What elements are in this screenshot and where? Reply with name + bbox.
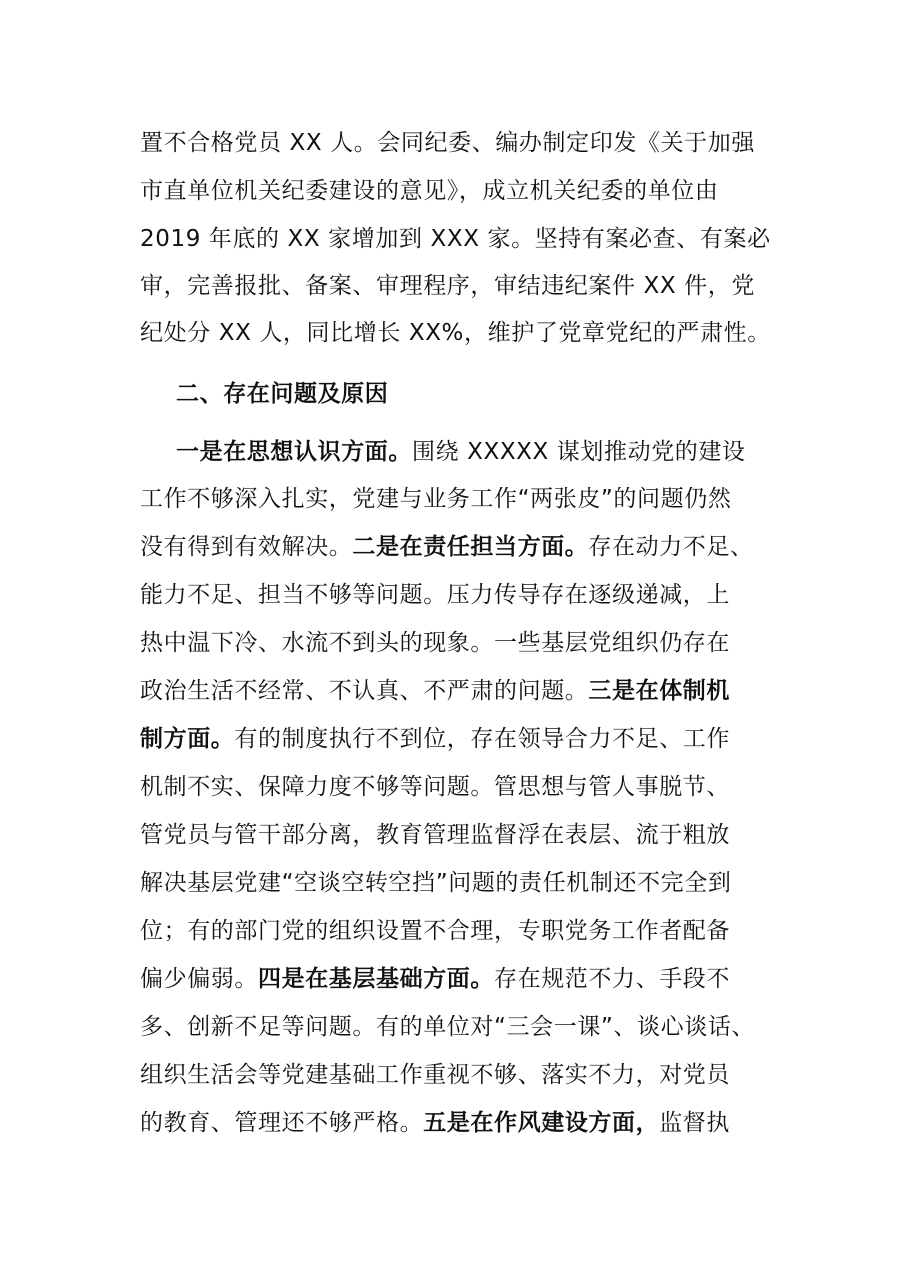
text-run: 市直单位机关纪委建设的意见》，成立机关纪委的单位由 [140, 178, 719, 204]
bold-phrase: 一是在思想认识方面。 [176, 439, 412, 465]
text-run: 解决基层党建“空谈空转空挡”问题的责任机制还不完全到 [140, 870, 732, 896]
body-line [140, 532, 780, 562]
text-run: 组织生活会等党建基础工作重视不够、落实不力，对党员 [140, 1062, 730, 1088]
text-run: 置不合格党员 XX 人。会同纪委、编办制定印发《关于加强 [140, 130, 755, 156]
body-line [176, 437, 816, 467]
text-run: 围绕 XXXXX 谋划推动党的建设 [412, 439, 746, 465]
bold-phrase: 制方面。 [140, 726, 235, 752]
text-run: 能力不足、担当不够等问题。压力传导存在逐级递减，上 [140, 582, 730, 608]
bold-phrase: 五是在作风建设方面， [423, 1110, 660, 1136]
text-run: 存在动力不足、 [588, 534, 754, 560]
body-line [140, 224, 780, 254]
text-run: 多、创新不足等问题。有的单位对“三会一课”、谈心谈话、 [140, 1014, 756, 1040]
bold-phrase: 三是在体制机 [588, 678, 731, 704]
text-run: 有的制度执行不到位，存在领导合力不足、工作 [234, 726, 731, 752]
body-line [140, 724, 780, 754]
body-line [140, 176, 780, 206]
body-line [140, 772, 780, 802]
body-line [140, 676, 780, 706]
body-line [140, 128, 780, 158]
body-line [140, 628, 780, 658]
text-run: 审，完善报批、备案、审理程序，审结违纪案件 XX 件，党 [140, 273, 755, 299]
text-run: 管党员与管干部分离，教育管理监督浮在表层、流于粗放 [140, 822, 730, 848]
text-run: 机制不实、保障力度不够等问题。管思想与管人事脱节、 [140, 774, 730, 800]
text-run: 位；有的部门党的组织设置不合理，专职党务工作者配备 [140, 918, 730, 944]
body-line [140, 271, 780, 301]
bold-phrase: 二是在责任担当方面。 [352, 534, 589, 560]
body-line [140, 820, 780, 850]
body-line [140, 580, 780, 610]
body-line [140, 964, 780, 994]
section-heading [176, 379, 816, 409]
body-line [140, 868, 780, 898]
body-line [140, 484, 780, 514]
text-run: 没有得到有效解决。 [140, 534, 353, 560]
text-run: 监督执 [659, 1110, 731, 1136]
text-run: 工作不够深入扎实，党建与业务工作“两张皮”的问题仍然 [140, 486, 732, 512]
body-line [140, 916, 780, 946]
text-run: 热中温下冷、水流不到头的现象。一些基层党组织仍存在 [140, 630, 730, 656]
text-run: 政治生活不经常、不认真、不严肃的问题。 [140, 678, 589, 704]
text-run: 纪处分 XX 人，同比增长 XX%，维护了党章党纪的严肃性。 [140, 320, 771, 346]
text-run: 存在规范不力、手段不 [494, 966, 730, 992]
bold-phrase: 四是在基层基础方面。 [258, 966, 494, 992]
body-line [140, 1012, 780, 1042]
text-run: 2019 年底的 XX 家增加到 XXX 家。坚持有案必查、有案必 [140, 226, 771, 252]
text-run: 的教育、管理还不够严格。 [140, 1110, 424, 1136]
text-run: 偏少偏弱。 [140, 966, 258, 992]
body-line [140, 1108, 780, 1138]
heading-text: 二、存在问题及原因 [176, 381, 389, 407]
body-line [140, 318, 780, 348]
body-line [140, 1060, 780, 1090]
